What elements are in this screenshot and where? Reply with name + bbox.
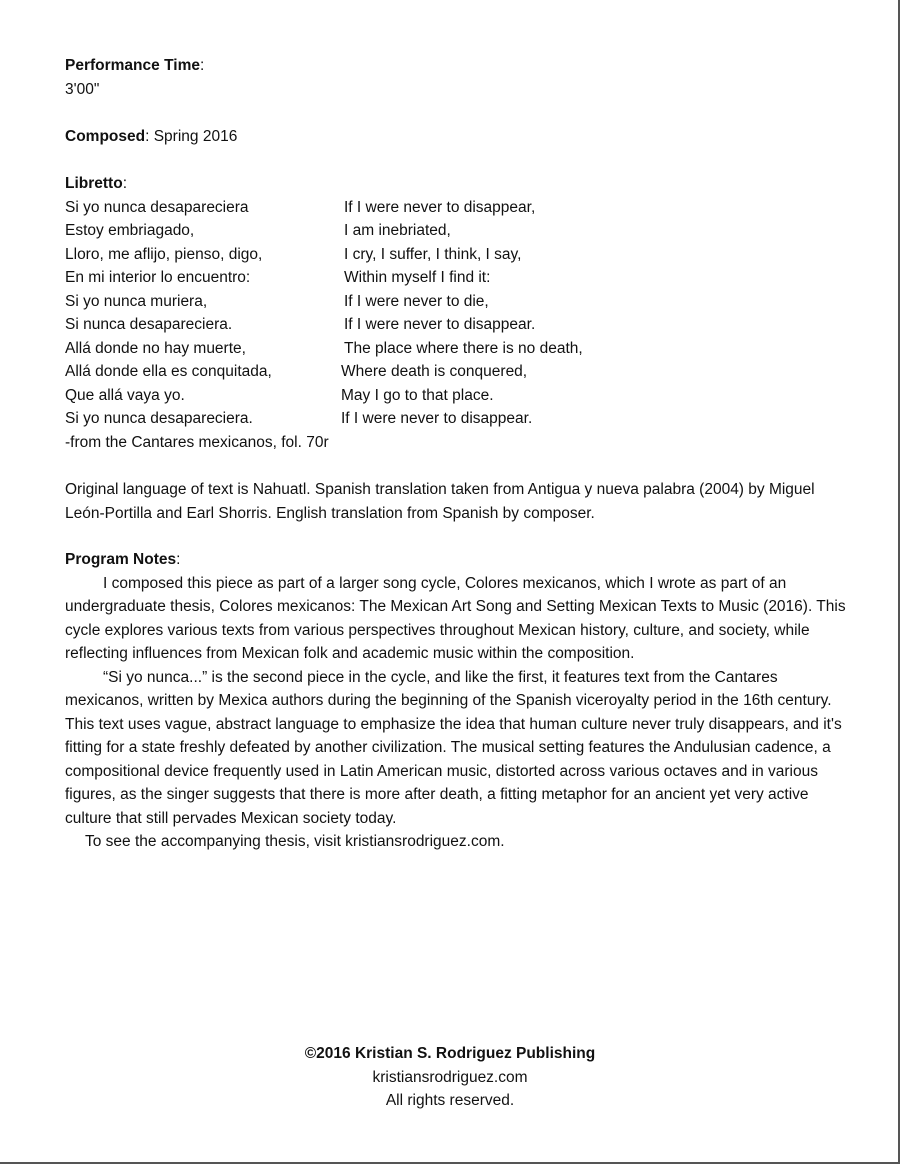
- libretto-spanish: Si nunca desapareciera.: [65, 316, 233, 333]
- program-notes-paragraph-3: To see the accompanying thesis, visit kristiansrodriguez.com.: [85, 833, 505, 850]
- libretto-spanish: Si yo nunca desapareciera.: [65, 410, 253, 427]
- footer: [0, 1042, 900, 1113]
- libretto-section: Libretto: Si yo nunca desapareciera If I were never to disappear, Estoy embriagado, I am inebriated, Lloro, me aflijo, pienso, digo, I cry, I suffer, I think, I say, En mi interior lo encuentro: Within myself I find it: Si yo nunca muriera, If I were never to die, Si nunca desapareciera. If I were never to disappear. Allá donde no hay muerte, The place where there is no death, Allá donde ella es conquitada, Where death is conquered, Que allá vaya yo. May I go to that place. Si yo nunca desapareciera. If I were never to disappear. -from the Cantares mexicanos, fol. 70r: [65, 172, 665, 454]
- libretto-spanish: Allá donde no hay muerte,: [65, 339, 246, 357]
- program-notes-label: Program Notes: [65, 551, 177, 568]
- libretto-english: I cry, I suffer, I think, I say,: [344, 245, 522, 263]
- libretto-line: [65, 407, 665, 431]
- libretto-line: [65, 196, 665, 220]
- libretto-spanish: En mi interior lo encuentro:: [65, 269, 251, 286]
- program-notes-paragraph-1: I composed this piece as part of a larger song cycle, Colores mexicanos, which I wrote as part of an undergraduate thesis, Colores mexicanos: The Mexican Art Song and Setting Mexican Texts to Music (2016). This cycle explores various texts from various perspectives throughout Mexican history, culture, and society, while reflecting influences from Mexican folk and academic music within the composition.: [65, 574, 846, 662]
- translation-note: Original language of text is Nahuatl. Spanish translation taken from Antigua y nueva palabra (2004) by Miguel León-Portilla and Earl Shorris. English translation from Spanish by composer.: [65, 481, 815, 522]
- libretto-line: [65, 384, 665, 408]
- libretto-spanish: Si yo nunca muriera,: [65, 292, 208, 310]
- libretto-line: [65, 266, 665, 290]
- libretto-english: Where death is conquered,: [341, 363, 528, 380]
- libretto-english: If I were never to disappear,: [344, 198, 536, 216]
- program-notes-section: Program Notes: I composed this piece as part of a larger song cycle, Colores mexicanos, which I wrote as part of an undergraduate thesis, Colores mexicanos: The Mexican Art Song and Setting Mexican Texts to Music (2016). This cycle explores various texts from various perspectives throughout Mexican history, culture, and society, while reflecting influences from Mexican folk and academic music within the composition. “Si yo nunca...” is the second piece in the cycle, and like the first, it features text from the Cantares mexicanos, written by Mexica authors during the beginning of the Spanish viceroyalty period in the 16th century. This text uses vague, abstract language to emphasize the idea that human culture never truly disappears, and it's fitting for a state freshly defeated by another civilization. The musical setting features the Andulusian cadence, a compositional device frequently used in Latin American music, distorted across various octaves and in various figures, as the singer suggests that there is more after death, a fitting metaphor for an ancient yet very active culture that still pervades Mexican society today. To see the accompanying thesis, visit kristiansrodriguez.com.: [65, 548, 855, 854]
- libretto-spanish: Que allá vaya yo.: [65, 386, 185, 404]
- libretto-label: Libretto: [65, 175, 123, 192]
- footer-website: kristiansrodriguez.com: [372, 1068, 528, 1086]
- libretto-line: [65, 219, 665, 243]
- footer-rights: All rights reserved.: [385, 1092, 515, 1109]
- libretto-line: [65, 290, 665, 314]
- libretto-english: Within myself I find it:: [344, 269, 491, 286]
- libretto-spanish: Si yo nunca desapareciera: [65, 198, 249, 216]
- performance-value: 3'00": [65, 80, 100, 98]
- libretto-english: May I go to that place.: [341, 386, 494, 404]
- libretto-source: -from the Cantares mexicanos, fol. 70r: [65, 433, 329, 451]
- libretto-spanish: Estoy embriagado,: [65, 222, 195, 239]
- libretto-english: If I were never to disappear.: [344, 316, 536, 333]
- libretto-english: I am inebriated,: [344, 222, 451, 239]
- libretto-spanish: Lloro, me aflijo, pienso, digo,: [65, 245, 263, 263]
- performance-section: Performance Time: 3'00": [65, 54, 204, 101]
- libretto-english: The place where there is no death,: [344, 339, 583, 357]
- libretto-line: [65, 313, 665, 337]
- libretto-spanish: Allá donde ella es conquitada,: [65, 363, 272, 380]
- libretto-line: [65, 360, 665, 384]
- libretto-line: [65, 243, 665, 267]
- libretto-english: If I were never to disappear.: [341, 410, 533, 427]
- composed-section: Composed: Spring 2016: [65, 128, 238, 145]
- footer-copyright: ©2016 Kristian S. Rodriguez Publishing: [304, 1045, 596, 1062]
- libretto-english: If I were never to die,: [344, 292, 489, 310]
- composed-value: Spring 2016: [153, 128, 238, 145]
- composed-label: Composed: [65, 128, 146, 145]
- program-notes-paragraph-2: “Si yo nunca...” is the second piece in the cycle, and like the first, it features text from the Cantares mexicanos, written by Mexica authors during the beginning of the Spanish viceroyalty period in the 16th century. This text uses vague, abstract language to emphasize the idea that human culture never truly disappears, and it's fitting for a state freshly defeated by another civilization. The musical setting features the Andulusian cadence, a compositional device frequently used in Latin American music, distorted across various octaves and in various figures, as the singer suggests that there is more after death, a fitting metaphor for an ancient yet very active culture that still pervades Mexican society today.: [65, 668, 842, 827]
- performance-label: Performance Time: [65, 57, 200, 74]
- libretto-line: [65, 337, 665, 361]
